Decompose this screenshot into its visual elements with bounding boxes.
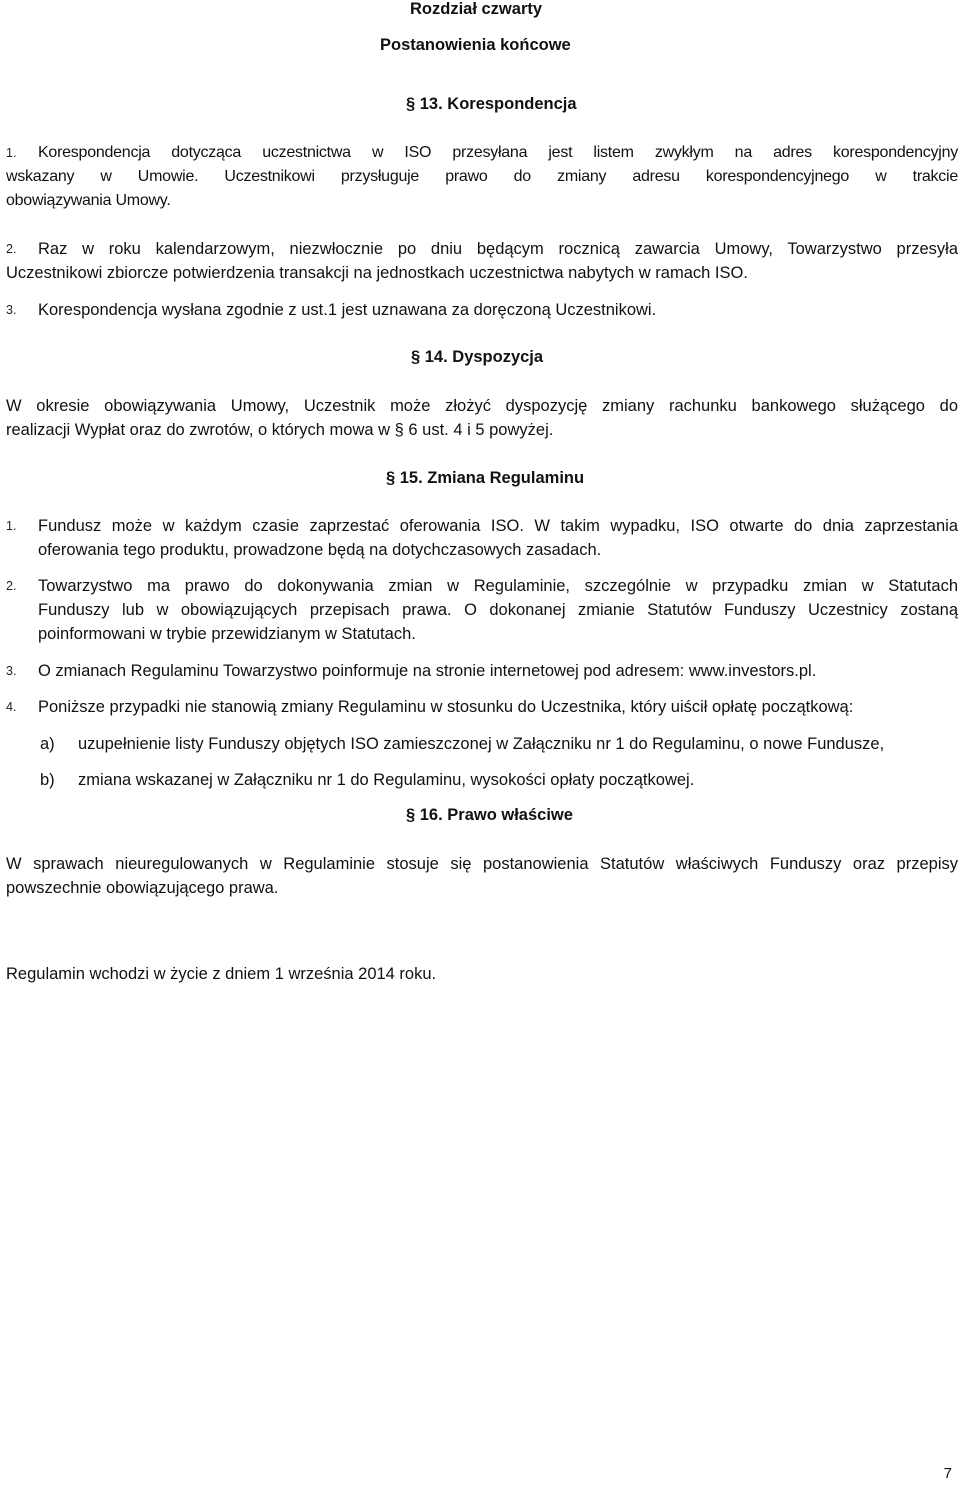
paragraph-number: 2. bbox=[6, 242, 17, 256]
section15-p1-line1: Fundusz może w każdym czasie zaprzestać oferowania ISO. W takim wypadku, ISO otwarte do dnia zaprzestania bbox=[38, 517, 958, 535]
section15-item-b: zmiana wskazanej w Załączniku nr 1 do Regulaminu, wysokości opłaty początkowej. bbox=[78, 771, 695, 789]
section14-line1: W okresie obowiązywania Umowy, Uczestnik może złożyć dyspozycję zmiany rachunku bankowego służącego do bbox=[6, 397, 958, 415]
paragraph-number: 2. bbox=[6, 579, 17, 593]
paragraph-number: 1. bbox=[6, 146, 17, 160]
paragraph-number: 3. bbox=[6, 664, 17, 678]
section15-p2-line1: Towarzystwo ma prawo do dokonywania zmian w Regulaminie, szczególnie w przypadku zmian w Statutach bbox=[38, 577, 958, 595]
section13-p2-line1: Raz w roku kalendarzowym, niezwłocznie po dniu będącym rocznicą zawarcia Umowy, Towarzystwo przesyła bbox=[38, 240, 958, 258]
section15-p3-line1: O zmianach Regulaminu Towarzystwo poinformuje na stronie internetowej pod adresem: www.investors.pl. bbox=[38, 662, 817, 680]
section15-p4-line1: Poniższe przypadki nie stanowią zmiany Regulaminu w stosunku do Uczestnika, który uiścił opłatę początkową: bbox=[38, 698, 854, 716]
list-marker-a: a) bbox=[40, 735, 55, 753]
section13-p1-line2: wskazany w Umowie. Uczestnikowi przysługuje prawo do zmiany adresu korespondencyjnego w trakcie bbox=[6, 168, 958, 185]
list-marker-b: b) bbox=[40, 771, 55, 789]
section-heading-16: § 16. Prawo właściwe bbox=[406, 806, 573, 824]
paragraph-number: 3. bbox=[6, 303, 17, 317]
section13-p1-line3: obowiązywania Umowy. bbox=[6, 192, 171, 209]
section15-p2-line2: Funduszy lub w obowiązujących przepisach prawa. O dokonanej zmianie Statutów Funduszy Uczestnicy zostaną bbox=[38, 601, 958, 619]
section16-line1: W sprawach nieuregulowanych w Regulaminie stosuje się postanowienia Statutów właściwych Funduszy oraz przepisy bbox=[6, 855, 958, 873]
closing-statement: Regulamin wchodzi w życie z dniem 1 września 2014 roku. bbox=[6, 965, 437, 983]
section13-p2-line2: Uczestnikowi zbiorcze potwierdzenia transakcji na jednostkach uczestnictwa nabytych w ramach ISO. bbox=[6, 264, 748, 282]
section-heading-14: § 14. Dyspozycja bbox=[411, 348, 544, 366]
paragraph-number: 4. bbox=[6, 700, 17, 714]
chapter-title: Rozdział czwarty bbox=[410, 0, 543, 18]
section14-line2: realizacji Wypłat oraz do zwrotów, o których mowa w § 6 ust. 4 i 5 powyżej. bbox=[6, 421, 554, 439]
section16-line2: powszechnie obowiązującego prawa. bbox=[6, 879, 279, 897]
section15-item-a: uzupełnienie listy Funduszy objętych ISO zamieszczonej w Załączniku nr 1 do Regulaminu, o nowe Fundusze, bbox=[78, 735, 885, 753]
section15-p1-line2: oferowania tego produktu, prowadzone będą na dotychczasowych zasadach. bbox=[38, 541, 602, 559]
section13-p3-line1: Korespondencja wysłana zgodnie z ust.1 jest uznawana za doręczoną Uczestnikowi. bbox=[38, 301, 657, 319]
chapter-subtitle: Postanowienia końcowe bbox=[380, 36, 571, 54]
section-heading-15: § 15. Zmiana Regulaminu bbox=[386, 469, 585, 487]
section-heading-13: § 13. Korespondencja bbox=[406, 95, 577, 113]
paragraph-number: 1. bbox=[6, 519, 17, 533]
page-number: 7 bbox=[943, 1465, 952, 1482]
section15-p2-line3: poinformowani w trybie przewidzianym w Statutach. bbox=[38, 625, 416, 643]
section13-p1-line1: Korespondencja dotycząca uczestnictwa w ISO przesyłana jest listem zwykłym na adres korespondencyjny bbox=[38, 144, 958, 161]
